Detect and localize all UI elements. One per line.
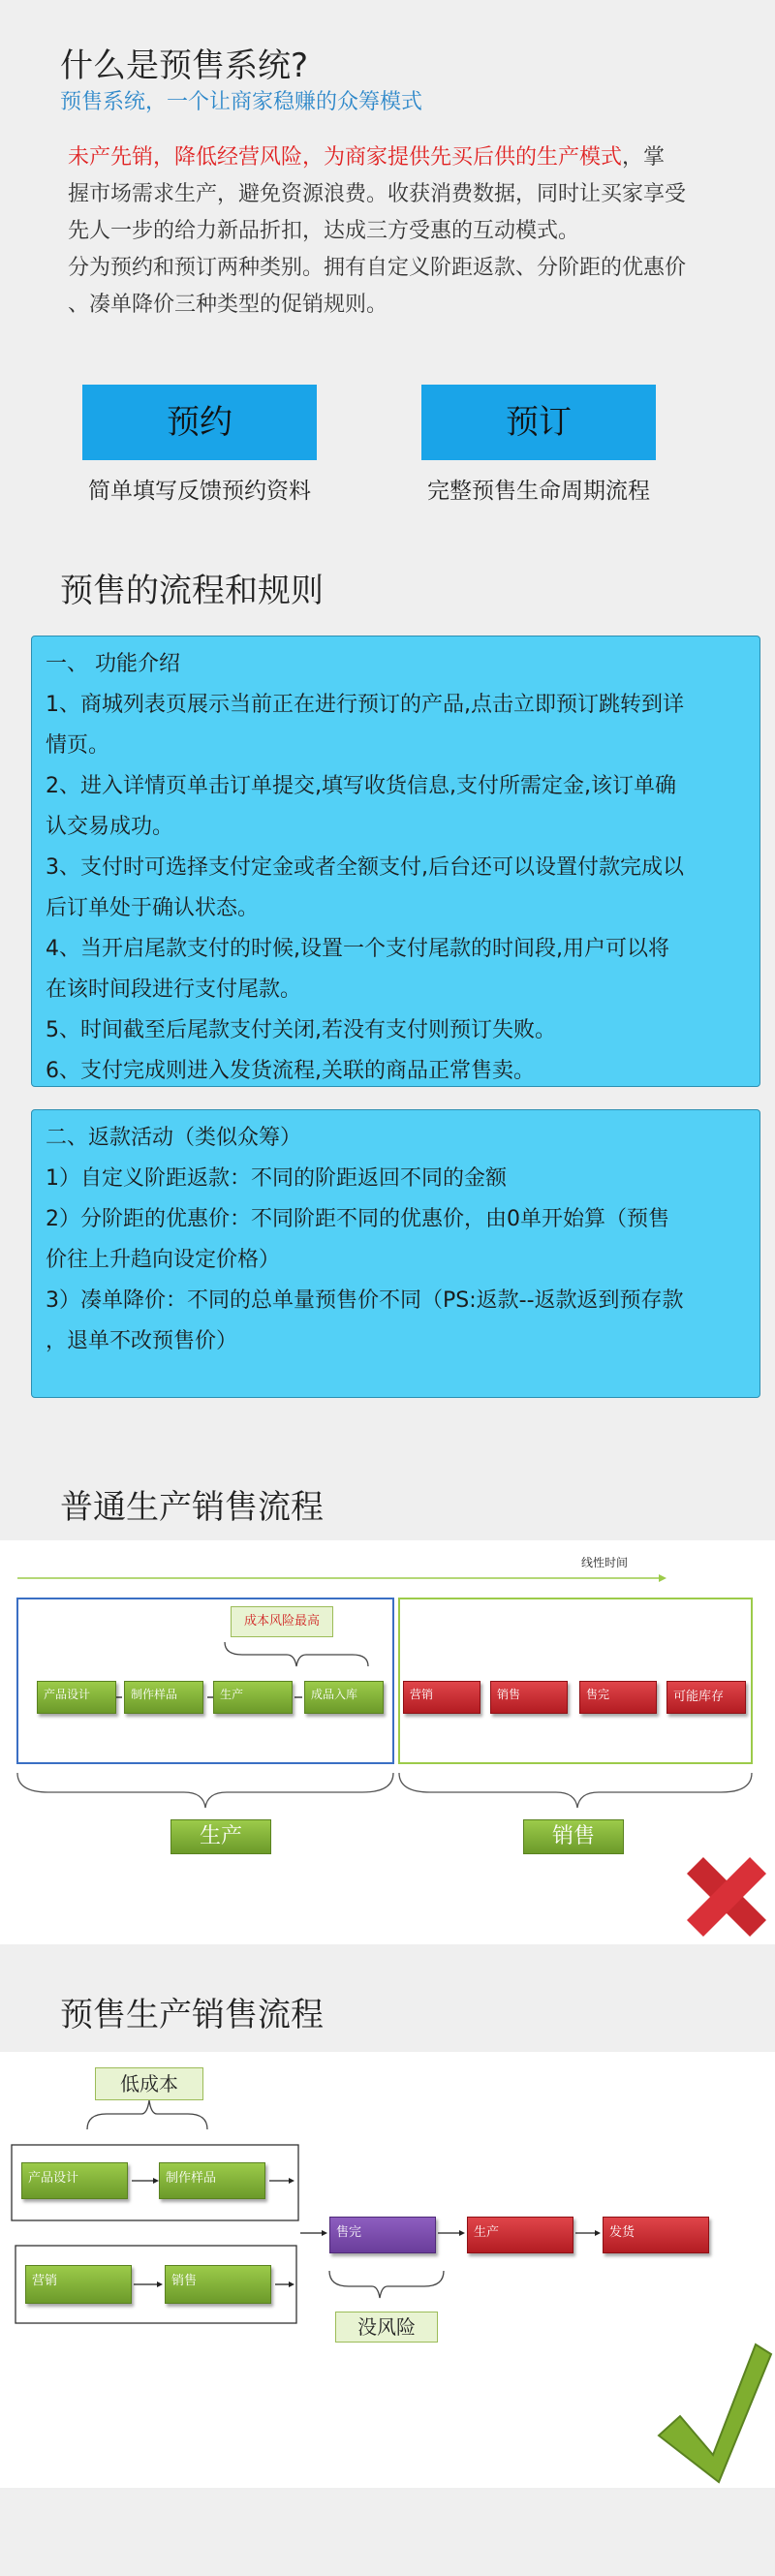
rule-line: 价往上升趋向设定价格） [46, 1248, 281, 1272]
step-warehousing: 成品入库 [304, 1681, 384, 1714]
rule-line: 6、支付完成则进入发货流程,关联的商品正常售卖。 [46, 1059, 535, 1083]
cross-icon [682, 1856, 771, 1938]
check-icon [655, 2341, 773, 2484]
low-cost-label: 低成本 [95, 2067, 203, 2100]
presale-step-marketing: 营销 [25, 2265, 132, 2304]
intro-paragraph [68, 140, 746, 324]
intro-highlight: 未产先销，降低经营风险，为商家提供先买后供的生产模式 [68, 145, 623, 170]
rule-line: 1）自定义阶距返款：不同的阶距返回不同的金额 [46, 1166, 507, 1191]
rule-line: 3）凑单降价：不同的总单量预售价不同（PS:返款--返款返到预存款 [46, 1288, 684, 1313]
normal-flow-diagram [0, 1540, 775, 1944]
intro-text-line: 先人一步的给力新品折扣，达成三方受惠的互动模式。 [68, 219, 580, 243]
presale-step-product-design: 产品设计 [21, 2162, 128, 2199]
timeline-label: 线性时间 [581, 1556, 629, 1569]
presale-step-sample-making: 制作样品 [159, 2162, 265, 2199]
normal-flow-title: 普通生产销售流程 [60, 1488, 324, 1527]
rule-line: 2、进入详情页单击订单提交,填写收货信息,支付所需定金,该订单确 [46, 774, 676, 798]
production-group-label: 生产 [170, 1819, 271, 1854]
rules-title: 预售的流程和规则 [60, 572, 324, 610]
intro-text-line: 、凑单降价三种类型的促销规则。 [68, 293, 388, 317]
preorder-caption: 完整预售生命周期流程 [427, 479, 650, 504]
rule-line: 5、时间截至后尾款支付关闭,若没有支付则预订失败。 [46, 1018, 556, 1042]
presale-step-shipping: 发货 [603, 2217, 709, 2253]
no-risk-label: 没风险 [335, 2312, 438, 2343]
reservation-button[interactable]: 预约 [82, 385, 317, 460]
rule-line: 2）分阶距的优惠价：不同阶距不同的优惠价，由0单开始算（预售 [46, 1207, 669, 1231]
presale-flow-diagram [0, 2052, 775, 2488]
rule-line: 后订单处于确认状态。 [46, 896, 260, 920]
rule-line: 1、商城列表页展示当前正在进行预订的产品,点击立即预订跳转到详 [46, 693, 684, 717]
presale-step-selling: 销售 [165, 2265, 271, 2304]
step-sample-making: 制作样品 [124, 1681, 203, 1714]
rule-line: 在该时间段进行支付尾款。 [46, 978, 302, 1002]
rule-line: 二、返款活动（类似众筹） [46, 1126, 302, 1150]
intro-text-line: ，掌 [622, 145, 666, 170]
preorder-button[interactable]: 预订 [421, 385, 656, 460]
rule-line: 3、支付时可选择支付定金或者全额支付,后台还可以设置付款完成以 [46, 855, 684, 880]
presale-step-production: 生产 [467, 2217, 574, 2253]
feature-intro-box [31, 636, 760, 1087]
intro-text-line: 分为预约和预订两种类别。拥有自定义阶距返款、分阶距的优惠价 [68, 256, 687, 280]
sales-group-label: 销售 [523, 1819, 624, 1854]
step-product-design: 产品设计 [37, 1681, 116, 1714]
rule-line: 情页。 [46, 733, 110, 758]
intro-text-line: 握市场需求生产，避免资源浪费。收获消费数据，同时让买家享受 [68, 182, 687, 206]
normal-flow-lines [0, 1540, 775, 1944]
reservation-caption: 简单填写反馈预约资料 [88, 479, 311, 504]
presale-step-sold-out: 售完 [329, 2217, 436, 2253]
rebate-activity-box [31, 1109, 760, 1398]
risk-label: 成本风险最高 [231, 1606, 333, 1637]
rule-line: 4、当开启尾款支付的时候,设置一个支付尾款的时间段,用户可以将 [46, 937, 669, 961]
step-marketing: 营销 [403, 1681, 480, 1714]
step-sold-out: 售完 [579, 1681, 657, 1714]
rule-line: 认交易成功。 [46, 815, 174, 839]
presale-flow-title: 预售生产销售流程 [60, 1996, 324, 2034]
step-selling: 销售 [490, 1681, 568, 1714]
step-possible-inventory: 可能库存 [666, 1681, 746, 1714]
intro-subtitle: 预售系统，一个让商家稳赚的众筹模式 [60, 90, 423, 114]
rule-line: ，退单不改预售价） [46, 1329, 238, 1353]
rule-line: 一、 功能介绍 [46, 652, 180, 676]
intro-title: 什么是预售系统? [60, 47, 309, 85]
step-production: 生产 [213, 1681, 293, 1714]
